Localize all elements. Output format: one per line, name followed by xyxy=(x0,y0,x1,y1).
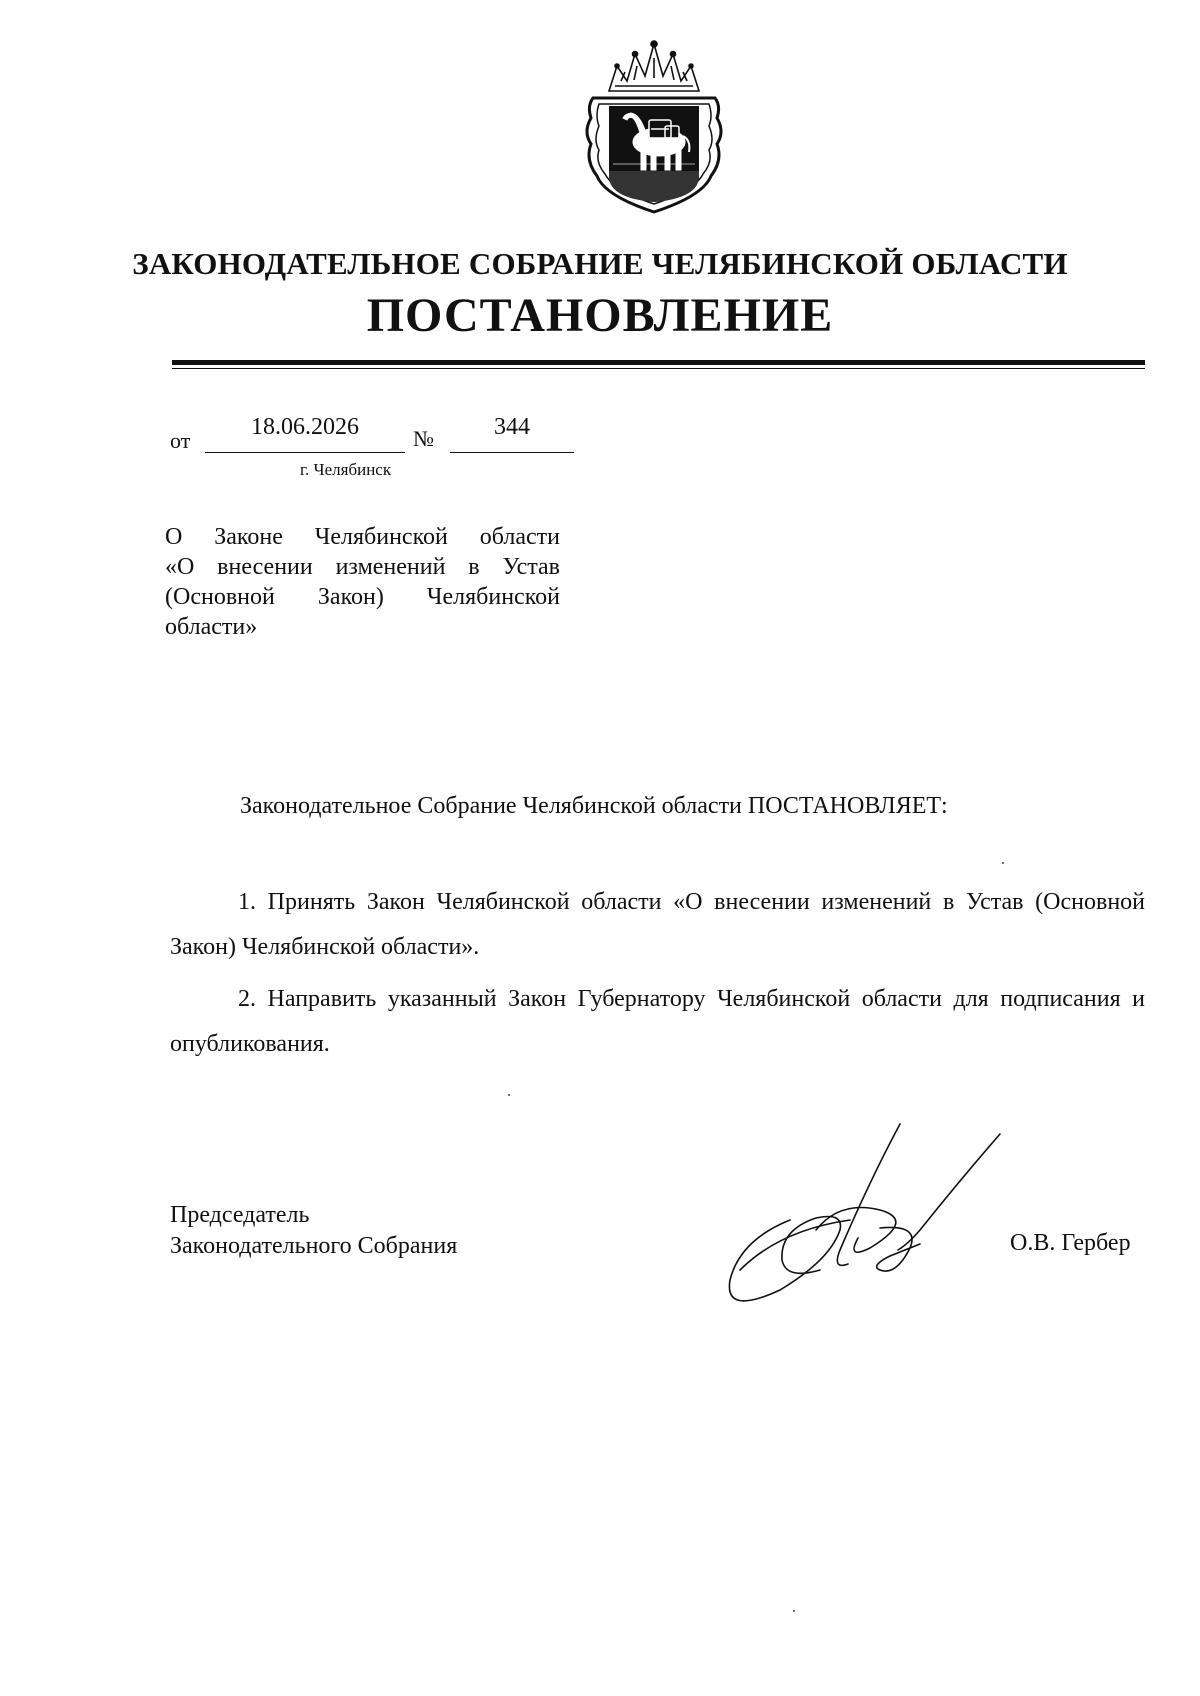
coat-of-arms-emblem xyxy=(579,36,729,216)
document-type-title: ПОСТАНОВЛЕНИЕ xyxy=(366,289,834,342)
signer-title-line: Законодательного Собрания xyxy=(170,1233,458,1259)
subject-block xyxy=(165,522,560,642)
scan-speck xyxy=(793,1610,795,1612)
date-value: 18.06.2026 xyxy=(251,414,359,440)
resolution-item: 2. Направить указанный Закон Губернатору Челябинской области для подписания и опубликования. xyxy=(170,986,1145,1057)
date-prefix: от xyxy=(170,428,191,453)
subject-line: области» xyxy=(165,614,258,640)
resolution-items xyxy=(170,880,1145,1074)
subject-line: О Законе Челябинской области xyxy=(165,524,560,550)
number-prefix: № xyxy=(413,426,434,451)
scan-speck xyxy=(1002,862,1004,864)
subject-line: (Основной Закон) Челябинской xyxy=(165,584,560,610)
signer-name: О.В. Гербер xyxy=(1010,1230,1131,1256)
preamble-text: Законодательное Собрание Челябинской области ПОСТАНОВЛЯЕТ: xyxy=(240,793,948,819)
date-field xyxy=(205,412,405,453)
header-divider-thin xyxy=(172,368,1145,369)
number-field xyxy=(450,412,574,453)
city-label: г. Челябинск xyxy=(300,460,392,479)
number-value: 344 xyxy=(494,414,530,440)
subject-line: «О внесении изменений в Устав xyxy=(165,554,560,580)
header-divider-thick xyxy=(172,360,1145,365)
signer-title xyxy=(170,1200,457,1262)
resolution-item: 1. Принять Закон Челябинской области «О внесении изменений в Устав (Основной Закон) Челябинской области». xyxy=(170,889,1145,960)
organization-title: ЗАКОНОДАТЕЛЬНОЕ СОБРАНИЕ ЧЕЛЯБИНСКОЙ ОБЛАСТИ xyxy=(132,246,1068,281)
handwritten-signature xyxy=(720,1120,1010,1320)
scan-speck xyxy=(508,1094,510,1096)
signer-title-line: Председатель xyxy=(170,1202,310,1228)
